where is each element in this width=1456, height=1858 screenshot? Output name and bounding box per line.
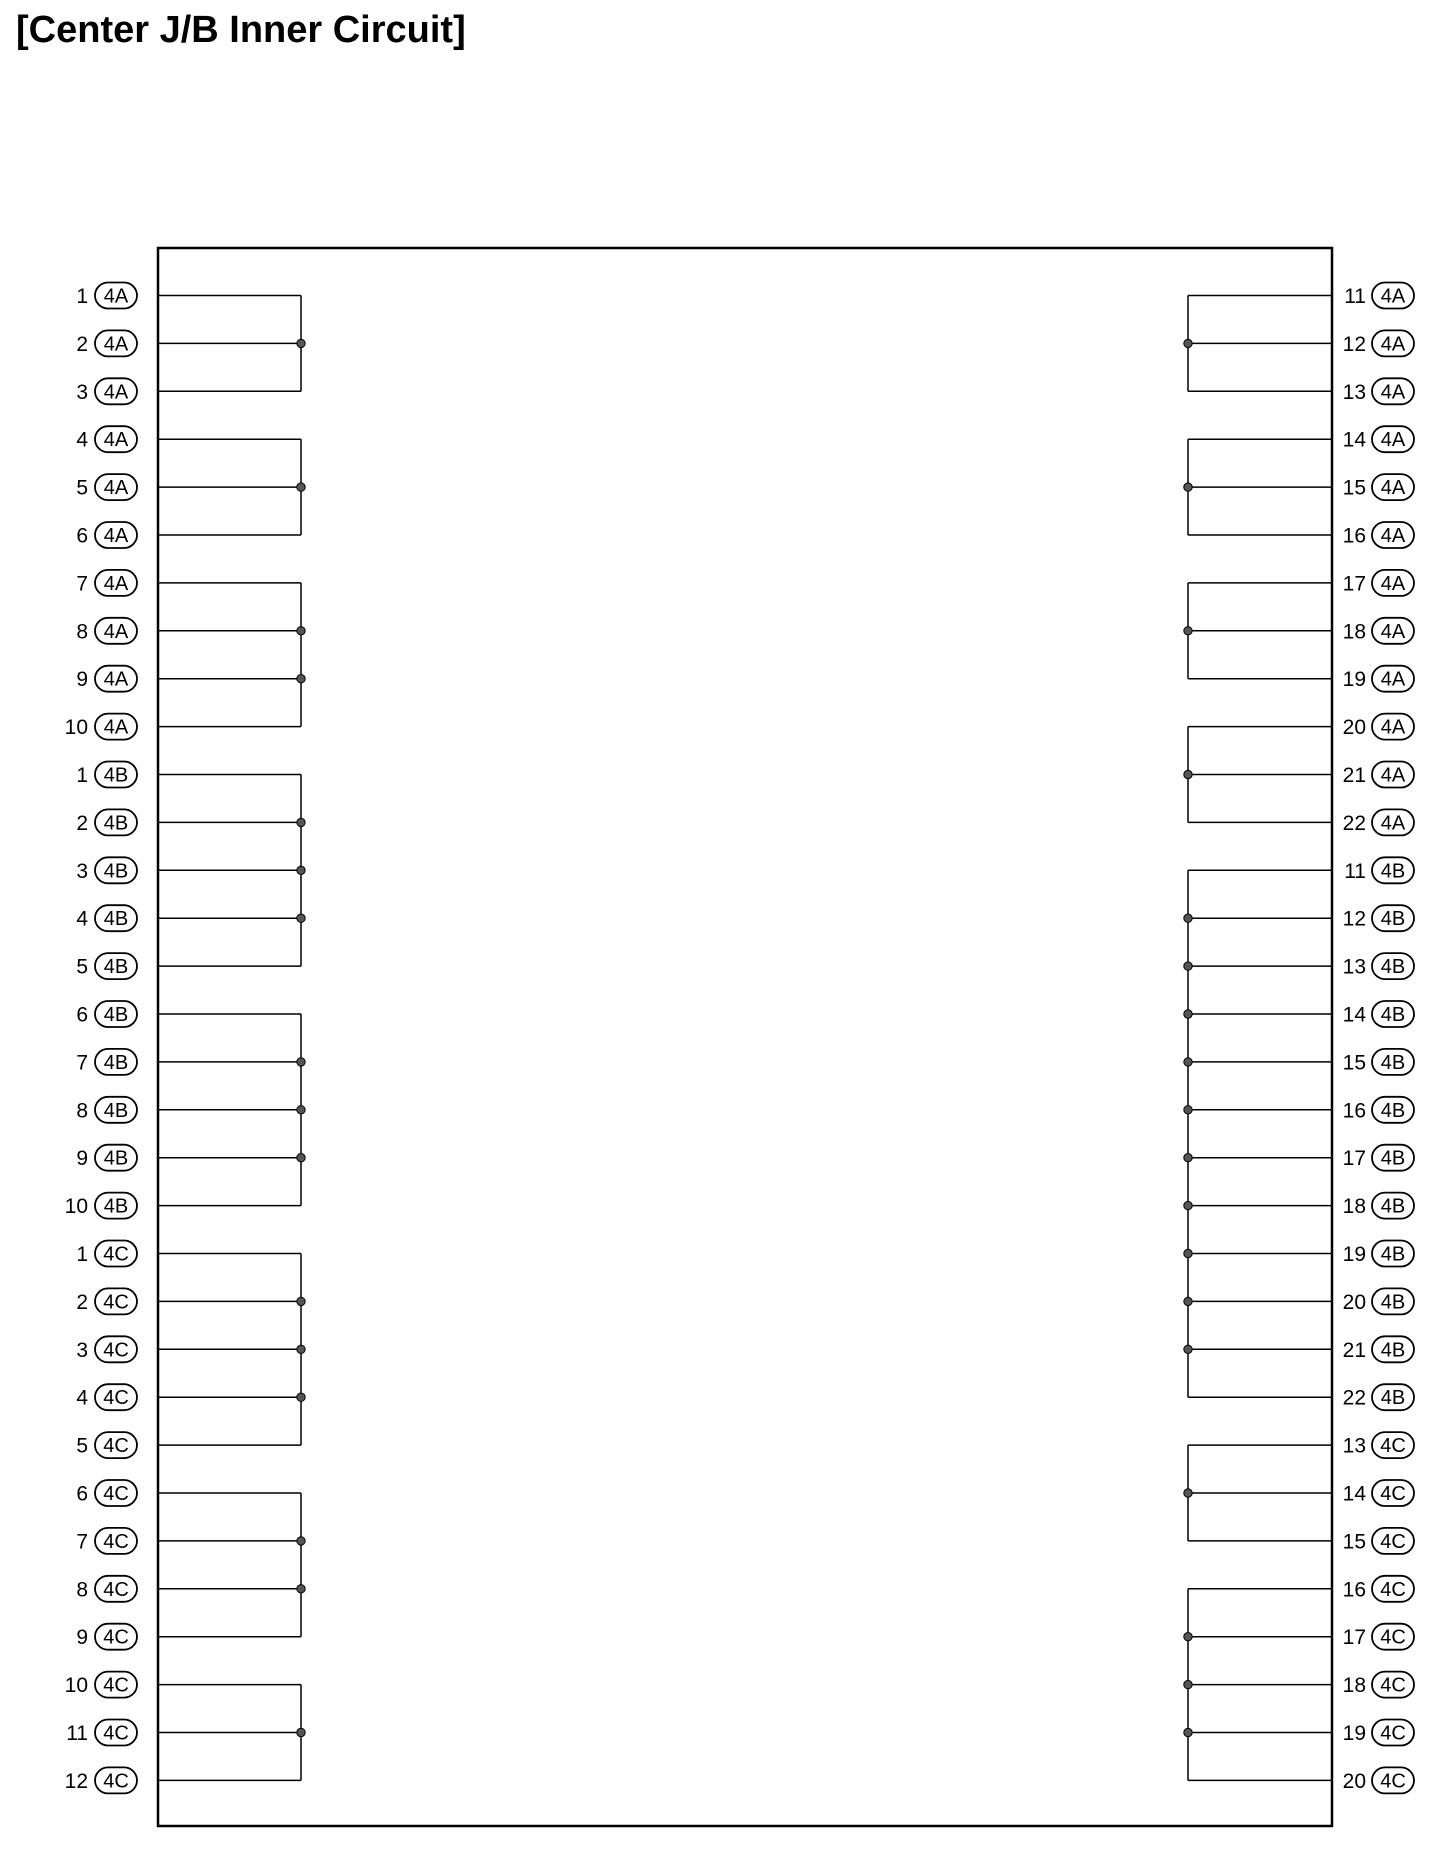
left-connector-label-19: 4B — [103, 1195, 129, 1218]
left-connector-label-11: 4B — [103, 812, 129, 835]
left-pin-number-31: 12 — [64, 1769, 88, 1793]
right-connector-label-18: 4B — [1380, 1147, 1406, 1170]
right-pin-number-15: 14 — [1342, 1003, 1366, 1027]
left-junction-dot-4 — [297, 483, 305, 491]
left-junction-dot-18 — [297, 1154, 305, 1162]
right-pin-number-12: 11 — [1344, 859, 1366, 883]
left-pin-number-26: 7 — [76, 1530, 88, 1554]
left-connector-label-17: 4B — [103, 1099, 129, 1122]
right-connector-label-26: 4C — [1380, 1530, 1406, 1553]
right-pin-number-31: 20 — [1342, 1769, 1366, 1793]
right-pin-number-5: 16 — [1342, 524, 1366, 548]
left-connector-label-23: 4C — [103, 1387, 129, 1410]
right-junction-dot-18 — [1184, 1154, 1192, 1162]
left-junction-dot-27 — [297, 1585, 305, 1593]
right-pin-number-27: 16 — [1342, 1578, 1366, 1602]
right-junction-dot-10 — [1184, 770, 1192, 778]
left-junction-dot-23 — [297, 1393, 305, 1401]
right-connector-label-25: 4C — [1380, 1483, 1406, 1505]
right-connector-label-5: 4A — [1380, 525, 1406, 547]
left-pin-number-19: 10 — [64, 1195, 88, 1219]
left-connector-label-30: 4C — [103, 1722, 129, 1745]
right-connector-label-1: 4A — [1380, 333, 1406, 356]
left-junction-dot-30 — [297, 1728, 305, 1736]
left-pin-number-4: 5 — [76, 476, 88, 500]
right-pin-number-18: 17 — [1342, 1147, 1366, 1171]
left-pin-side — [65, 283, 306, 1794]
right-connector-label-23: 4B — [1380, 1387, 1406, 1410]
right-junction-dot-4 — [1184, 483, 1192, 491]
left-pin-number-13: 4 — [76, 907, 88, 931]
right-pin-number-17: 16 — [1342, 1099, 1366, 1123]
left-connector-label-12: 4B — [103, 860, 129, 883]
right-junction-dot-19 — [1184, 1201, 1192, 1209]
left-pin-number-22: 3 — [76, 1338, 88, 1362]
right-connector-label-22: 4B — [1380, 1339, 1406, 1362]
left-connector-label-6: 4A — [103, 572, 129, 595]
right-junction-dot-13 — [1184, 914, 1192, 922]
left-connector-label-7: 4A — [103, 620, 129, 643]
left-pin-number-27: 8 — [76, 1578, 88, 1602]
left-pin-number-7: 8 — [76, 620, 88, 644]
left-pin-number-18: 9 — [76, 1147, 88, 1171]
right-junction-dot-14 — [1184, 962, 1192, 970]
left-connector-label-4: 4A — [103, 477, 129, 500]
right-pin-number-30: 19 — [1342, 1722, 1366, 1745]
left-connector-label-2: 4A — [103, 381, 129, 404]
right-pin-number-10: 21 — [1342, 764, 1366, 787]
left-connector-label-31: 4C — [103, 1770, 129, 1793]
page-title: [Center J/B Inner Circuit] — [16, 9, 466, 51]
right-connector-label-12: 4B — [1380, 860, 1406, 883]
left-connector-label-8: 4A — [103, 668, 129, 691]
left-pin-number-17: 8 — [76, 1099, 88, 1123]
right-connector-label-30: 4C — [1380, 1722, 1406, 1745]
left-pin-number-29: 10 — [64, 1674, 88, 1698]
right-junction-dot-20 — [1184, 1249, 1192, 1257]
right-connector-label-6: 4A — [1380, 572, 1406, 595]
right-connector-label-31: 4C — [1380, 1770, 1406, 1793]
right-pin-number-26: 15 — [1342, 1530, 1366, 1554]
right-connector-label-10: 4A — [1380, 764, 1406, 787]
left-pin-number-2: 3 — [76, 380, 88, 404]
left-connector-label-28: 4C — [103, 1626, 129, 1649]
right-junction-dot-29 — [1184, 1680, 1192, 1688]
right-connector-label-4: 4A — [1380, 477, 1406, 500]
right-pin-number-14: 13 — [1342, 955, 1366, 979]
right-connector-label-2: 4A — [1380, 381, 1406, 404]
left-pin-number-23: 4 — [76, 1386, 88, 1410]
left-connector-label-9: 4A — [103, 716, 129, 739]
right-pin-number-24: 13 — [1342, 1434, 1366, 1458]
left-connector-label-13: 4B — [103, 908, 129, 931]
right-connector-label-13: 4B — [1380, 908, 1406, 931]
right-pin-number-9: 20 — [1342, 716, 1366, 740]
right-pin-number-11: 22 — [1342, 811, 1366, 835]
junction-block-outline — [158, 248, 1332, 1826]
left-connector-label-0: 4A — [103, 285, 129, 308]
left-pin-number-3: 4 — [76, 428, 88, 452]
left-connector-label-3: 4A — [103, 429, 129, 452]
right-junction-dot-1 — [1184, 339, 1192, 347]
right-pin-number-19: 18 — [1342, 1195, 1366, 1219]
right-pin-number-21: 20 — [1342, 1290, 1366, 1314]
left-pin-number-25: 6 — [76, 1482, 88, 1506]
right-connector-label-15: 4B — [1380, 1004, 1406, 1026]
right-pin-number-8: 19 — [1342, 668, 1366, 692]
left-connector-label-27: 4C — [103, 1578, 129, 1601]
left-connector-label-26: 4C — [103, 1530, 129, 1553]
left-pin-number-6: 7 — [76, 572, 88, 596]
left-connector-label-5: 4A — [103, 525, 129, 547]
left-connector-label-22: 4C — [103, 1339, 129, 1362]
left-pin-number-30: 11 — [66, 1722, 88, 1745]
left-pin-number-11: 2 — [76, 811, 88, 835]
left-connector-label-29: 4C — [103, 1674, 129, 1697]
right-connector-label-28: 4C — [1380, 1626, 1406, 1649]
left-junction-dot-22 — [297, 1345, 305, 1353]
right-pin-number-25: 14 — [1342, 1482, 1366, 1506]
left-pin-number-15: 6 — [76, 1003, 88, 1027]
right-pin-number-20: 19 — [1342, 1243, 1366, 1266]
left-junction-dot-16 — [297, 1058, 305, 1066]
right-pin-number-13: 12 — [1342, 907, 1366, 931]
left-pin-number-9: 10 — [64, 716, 88, 740]
right-connector-label-16: 4B — [1380, 1051, 1406, 1074]
left-junction-dot-17 — [297, 1106, 305, 1114]
right-pin-number-0: 11 — [1344, 285, 1366, 308]
left-junction-dot-26 — [297, 1537, 305, 1545]
right-connector-label-11: 4A — [1380, 812, 1406, 835]
left-connector-label-18: 4B — [103, 1147, 129, 1170]
right-junction-dot-28 — [1184, 1633, 1192, 1641]
left-connector-label-14: 4B — [103, 956, 129, 979]
right-connector-label-27: 4C — [1380, 1578, 1406, 1601]
right-pin-number-7: 18 — [1342, 620, 1366, 644]
right-pin-number-29: 18 — [1342, 1674, 1366, 1698]
left-pin-number-12: 3 — [76, 859, 88, 883]
right-junction-dot-30 — [1184, 1728, 1192, 1736]
left-connector-label-16: 4B — [103, 1051, 129, 1074]
right-pin-number-23: 22 — [1342, 1386, 1366, 1410]
left-pin-number-28: 9 — [76, 1626, 88, 1650]
left-junction-dot-8 — [297, 675, 305, 683]
left-connector-label-1: 4A — [103, 333, 129, 356]
right-pin-number-4: 15 — [1342, 476, 1366, 500]
right-pin-number-16: 15 — [1342, 1051, 1366, 1075]
right-junction-dot-7 — [1184, 627, 1192, 635]
left-pin-number-8: 9 — [76, 668, 88, 692]
left-pin-number-16: 7 — [76, 1051, 88, 1075]
right-pin-number-6: 17 — [1342, 572, 1366, 596]
right-connector-label-20: 4B — [1380, 1243, 1406, 1266]
left-pin-number-5: 6 — [76, 524, 88, 548]
right-pin-number-1: 12 — [1342, 332, 1366, 356]
right-connector-label-3: 4A — [1380, 429, 1406, 452]
right-connector-label-29: 4C — [1380, 1674, 1406, 1697]
right-connector-label-24: 4C — [1380, 1435, 1406, 1458]
left-pin-number-24: 5 — [76, 1434, 88, 1458]
left-junction-dot-13 — [297, 914, 305, 922]
right-pin-number-2: 13 — [1342, 380, 1366, 404]
left-junction-dot-1 — [297, 339, 305, 347]
left-pin-number-10: 1 — [76, 764, 88, 787]
right-connector-label-19: 4B — [1380, 1195, 1406, 1218]
left-junction-dot-7 — [297, 627, 305, 635]
right-connector-label-14: 4B — [1380, 956, 1406, 979]
left-connector-label-20: 4C — [103, 1243, 129, 1266]
right-junction-dot-22 — [1184, 1345, 1192, 1353]
right-connector-label-9: 4A — [1380, 716, 1406, 739]
left-connector-label-25: 4C — [103, 1483, 129, 1505]
left-junction-dot-21 — [297, 1297, 305, 1305]
left-junction-dot-11 — [297, 818, 305, 826]
left-pin-number-1: 2 — [76, 332, 88, 356]
right-pin-side — [1184, 283, 1414, 1794]
right-pin-number-22: 21 — [1342, 1338, 1366, 1362]
right-connector-label-17: 4B — [1380, 1099, 1406, 1122]
right-junction-dot-16 — [1184, 1058, 1192, 1066]
right-junction-dot-15 — [1184, 1010, 1192, 1018]
left-connector-label-15: 4B — [103, 1004, 129, 1026]
right-junction-dot-21 — [1184, 1297, 1192, 1305]
left-pin-number-0: 1 — [76, 285, 88, 308]
left-pin-number-21: 2 — [76, 1290, 88, 1314]
right-junction-dot-25 — [1184, 1489, 1192, 1497]
right-connector-label-8: 4A — [1380, 668, 1406, 691]
left-pin-number-14: 5 — [76, 955, 88, 979]
right-pin-number-28: 17 — [1342, 1626, 1366, 1650]
right-connector-label-21: 4B — [1380, 1291, 1406, 1314]
right-junction-dot-17 — [1184, 1106, 1192, 1114]
right-connector-label-0: 4A — [1380, 285, 1406, 308]
left-pin-number-20: 1 — [76, 1243, 88, 1266]
left-junction-dot-12 — [297, 866, 305, 874]
left-connector-label-24: 4C — [103, 1435, 129, 1458]
right-pin-number-3: 14 — [1342, 428, 1366, 452]
right-connector-label-7: 4A — [1380, 620, 1406, 643]
left-connector-label-21: 4C — [103, 1291, 129, 1314]
left-connector-label-10: 4B — [103, 764, 129, 787]
